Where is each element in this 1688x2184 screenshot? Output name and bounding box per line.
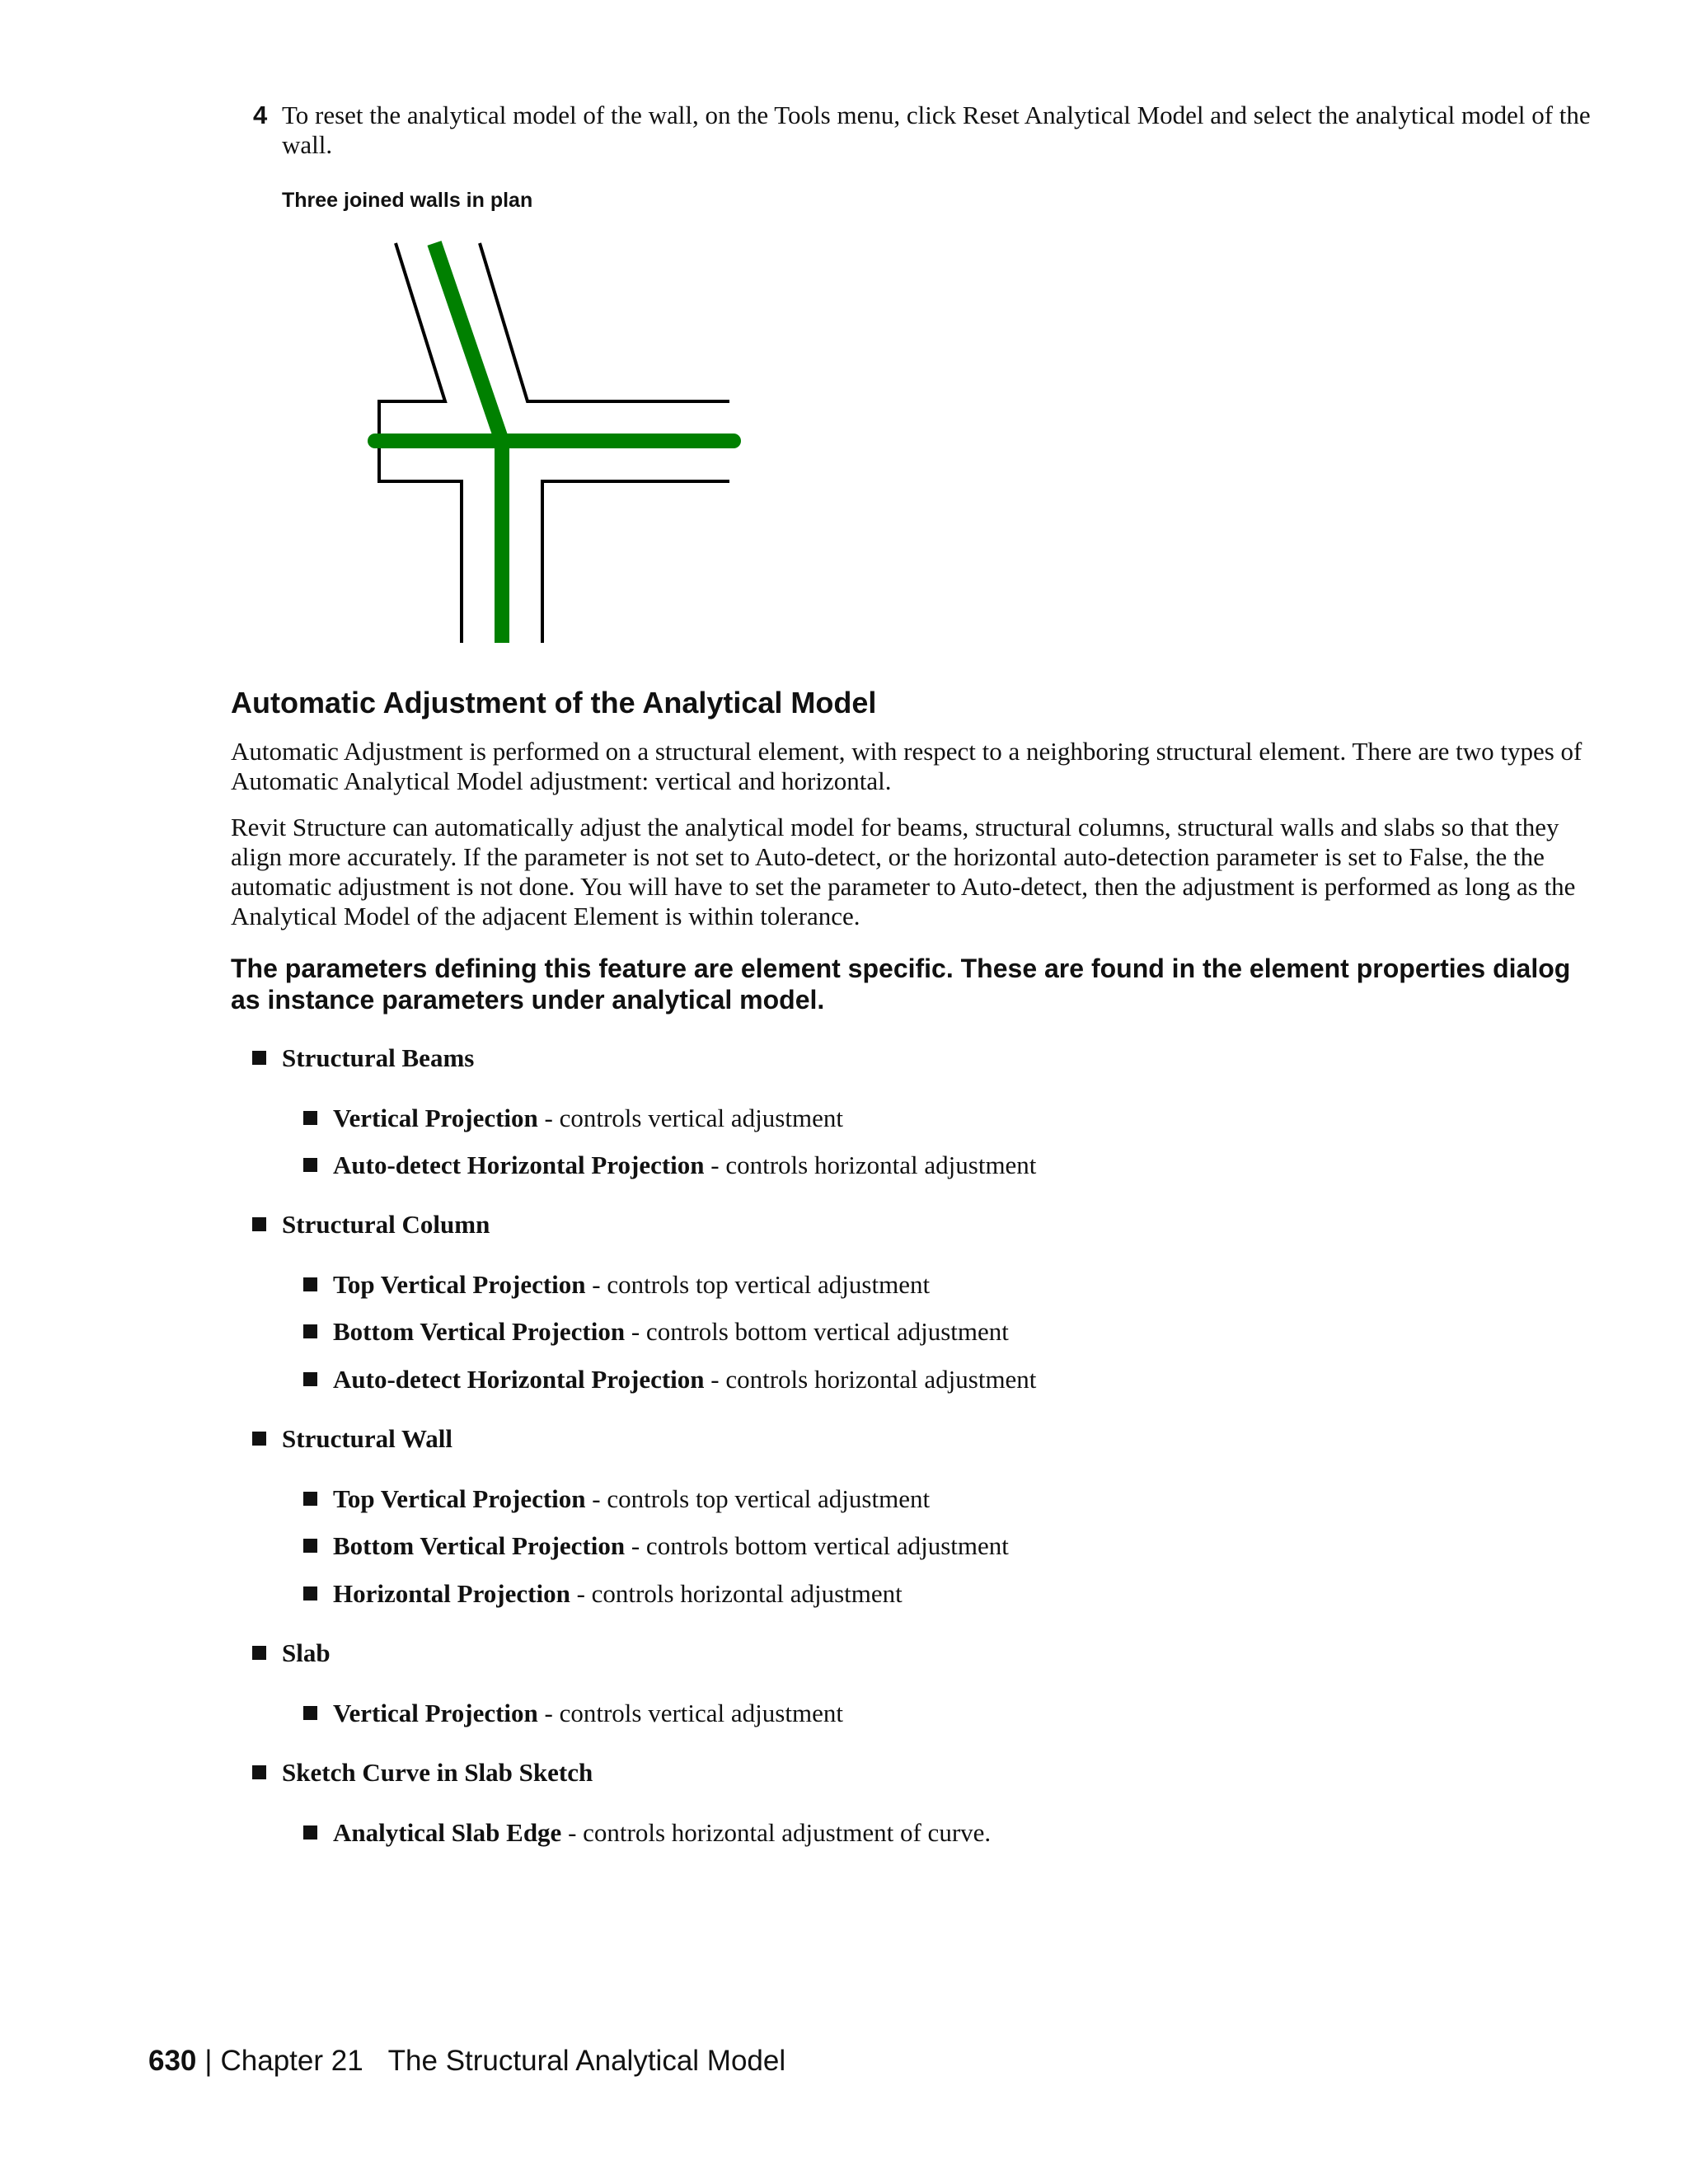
list-item-sketch-curve: Sketch Curve in Slab Sketch bbox=[252, 1758, 593, 1788]
list-subitem: Auto-detect Horizontal Projection - controls horizontal adjustment bbox=[303, 1151, 1036, 1180]
step-text: To reset the analytical model of the wall, on the Tools menu, click Reset Analytical Model and select the analytical model of the wall. bbox=[282, 101, 1591, 159]
list-subitem: Bottom Vertical Projection - controls bottom vertical adjustment bbox=[303, 1317, 1009, 1347]
section-heading: Automatic Adjustment of the Analytical Model bbox=[231, 686, 877, 719]
chapter-label: Chapter 21 bbox=[220, 2045, 363, 2077]
footer-separator: | bbox=[204, 2045, 213, 2077]
bullet-icon bbox=[252, 1051, 266, 1065]
list-subitem: Auto-detect Horizontal Projection - controls horizontal adjustment bbox=[303, 1365, 1036, 1394]
step-number: 4 bbox=[253, 101, 268, 129]
bullet-icon bbox=[303, 1825, 317, 1840]
bullet-icon bbox=[252, 1765, 266, 1779]
wall-outline-lower-right bbox=[542, 481, 729, 643]
page-number: 630 bbox=[148, 2045, 197, 2077]
list-item-structural-wall: Structural Wall bbox=[252, 1424, 452, 1454]
bold-note: The parameters defining this feature are element specific. These are found in the element properties dialog as instance parameters under analytical model. bbox=[231, 954, 1571, 1015]
list-subitem: Analytical Slab Edge - controls horizontal adjustment of curve. bbox=[303, 1818, 991, 1848]
list-item-structural-column: Structural Column bbox=[252, 1210, 490, 1240]
bullet-icon bbox=[303, 1539, 317, 1553]
analytical-line-diagonal bbox=[434, 243, 502, 441]
paragraph-1: Automatic Adjustment is performed on a structural element, with respect to a neighboring structural element. There are two types of Automatic Analytical Model adjustment: vertical and horizontal. bbox=[231, 737, 1582, 795]
bullet-icon bbox=[252, 1646, 266, 1660]
list-subitem: Top Vertical Projection - controls top vertical adjustment bbox=[303, 1484, 930, 1514]
bullet-icon bbox=[303, 1277, 317, 1291]
list-subitem: Vertical Projection - controls vertical adjustment bbox=[303, 1699, 843, 1728]
paragraph-2: Revit Structure can automatically adjust the analytical model for beams, structural columns, structural walls and slabs so that they align more accurately. If the parameter is not set to Auto-detect, or the horizontal auto-detection parameter is set to False, the the automatic adjustment is not done. You will have to set the parameter to Auto-detect, then the adjustment is performed as long as the Analytical Model of the adjacent Element is within tolerance. bbox=[231, 813, 1576, 930]
bullet-icon bbox=[252, 1432, 266, 1446]
list-subitem: Bottom Vertical Projection - controls bottom vertical adjustment bbox=[303, 1531, 1009, 1561]
list-item-structural-beams: Structural Beams bbox=[252, 1043, 474, 1073]
bullet-icon bbox=[252, 1217, 266, 1231]
chapter-title: The Structural Analytical Model bbox=[387, 2045, 786, 2077]
bullet-icon bbox=[303, 1586, 317, 1601]
bullet-icon bbox=[303, 1372, 317, 1386]
wall-outline-upper-right bbox=[480, 243, 729, 401]
figure-caption: Three joined walls in plan bbox=[282, 189, 533, 212]
list-subitem: Vertical Projection - controls vertical adjustment bbox=[303, 1104, 843, 1133]
bullet-icon bbox=[303, 1324, 317, 1338]
bullet-icon bbox=[303, 1111, 317, 1125]
wall-plan-figure bbox=[363, 239, 742, 651]
analytical-model-lines bbox=[375, 243, 734, 643]
bullet-icon bbox=[303, 1158, 317, 1172]
bullet-icon bbox=[303, 1492, 317, 1506]
list-item-slab: Slab bbox=[252, 1638, 331, 1668]
bullet-icon bbox=[303, 1706, 317, 1720]
list-subitem: Top Vertical Projection - controls top vertical adjustment bbox=[303, 1270, 930, 1300]
list-subitem: Horizontal Projection - controls horizontal adjustment bbox=[303, 1579, 903, 1609]
page-footer bbox=[148, 2045, 785, 2078]
